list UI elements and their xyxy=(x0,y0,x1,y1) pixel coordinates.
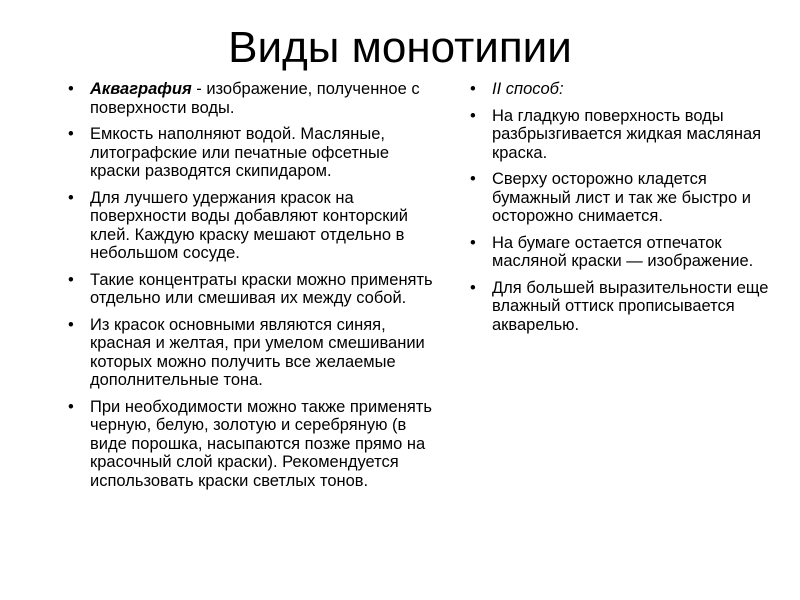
list-item-text: Сверху осторожно кладется бумажный лист и так же быстро и осторожно снимается. xyxy=(492,170,751,225)
list-item-text: Такие концентраты краски можно применять отдельно или смешивая их между собой. xyxy=(90,270,433,307)
list-item-text: Емкость наполняют водой. Масляные, литографские или печатные офсетные краски разводятся скипидаром. xyxy=(90,125,390,180)
list-item xyxy=(68,125,440,181)
list-item xyxy=(68,189,440,263)
left-bullet-list xyxy=(68,80,440,498)
list-item xyxy=(470,80,770,99)
list-item-text: На бумаге остается отпечаток масляной краски — изображение. xyxy=(492,233,754,270)
list-item xyxy=(68,271,440,308)
list-item xyxy=(68,398,440,491)
list-item xyxy=(470,107,770,163)
list-item xyxy=(470,234,770,271)
list-item xyxy=(470,279,770,335)
term-definition: - изображение, полученное с поверхности воды. xyxy=(90,80,420,117)
right-bullet-list xyxy=(470,80,770,342)
list-item-text: Для лучшего удержания красок на поверхности воды добавляют конторский клей. Каждую краску мешают отдельно в небольшом сосуде. xyxy=(90,188,408,262)
term-akvagrafiya: Акваграфия xyxy=(90,80,192,98)
list-item xyxy=(470,170,770,226)
method-heading: II способ: xyxy=(492,80,564,98)
slide-title: Виды монотипии xyxy=(228,23,572,72)
list-item xyxy=(68,80,440,117)
list-item-text: Из красок основными являются синяя, красная и желтая, при умелом смешивании которых можно получить все желаемые дополнительные тона. xyxy=(90,315,425,389)
list-item xyxy=(68,316,440,390)
list-item-text: На гладкую поверхность воды разбрызгивается жидкая масляная краска. xyxy=(492,106,762,162)
list-item-text: При необходимости можно также применять черную, белую, золотую и серебряную (в виде порошка, насыпаются позже прямо на красочный слой краски). Рекомендуется использовать краски светлых тонов. xyxy=(90,397,432,490)
list-item-text: Для большей выразительности еще влажный оттиск прописывается акварелью. xyxy=(492,278,769,334)
